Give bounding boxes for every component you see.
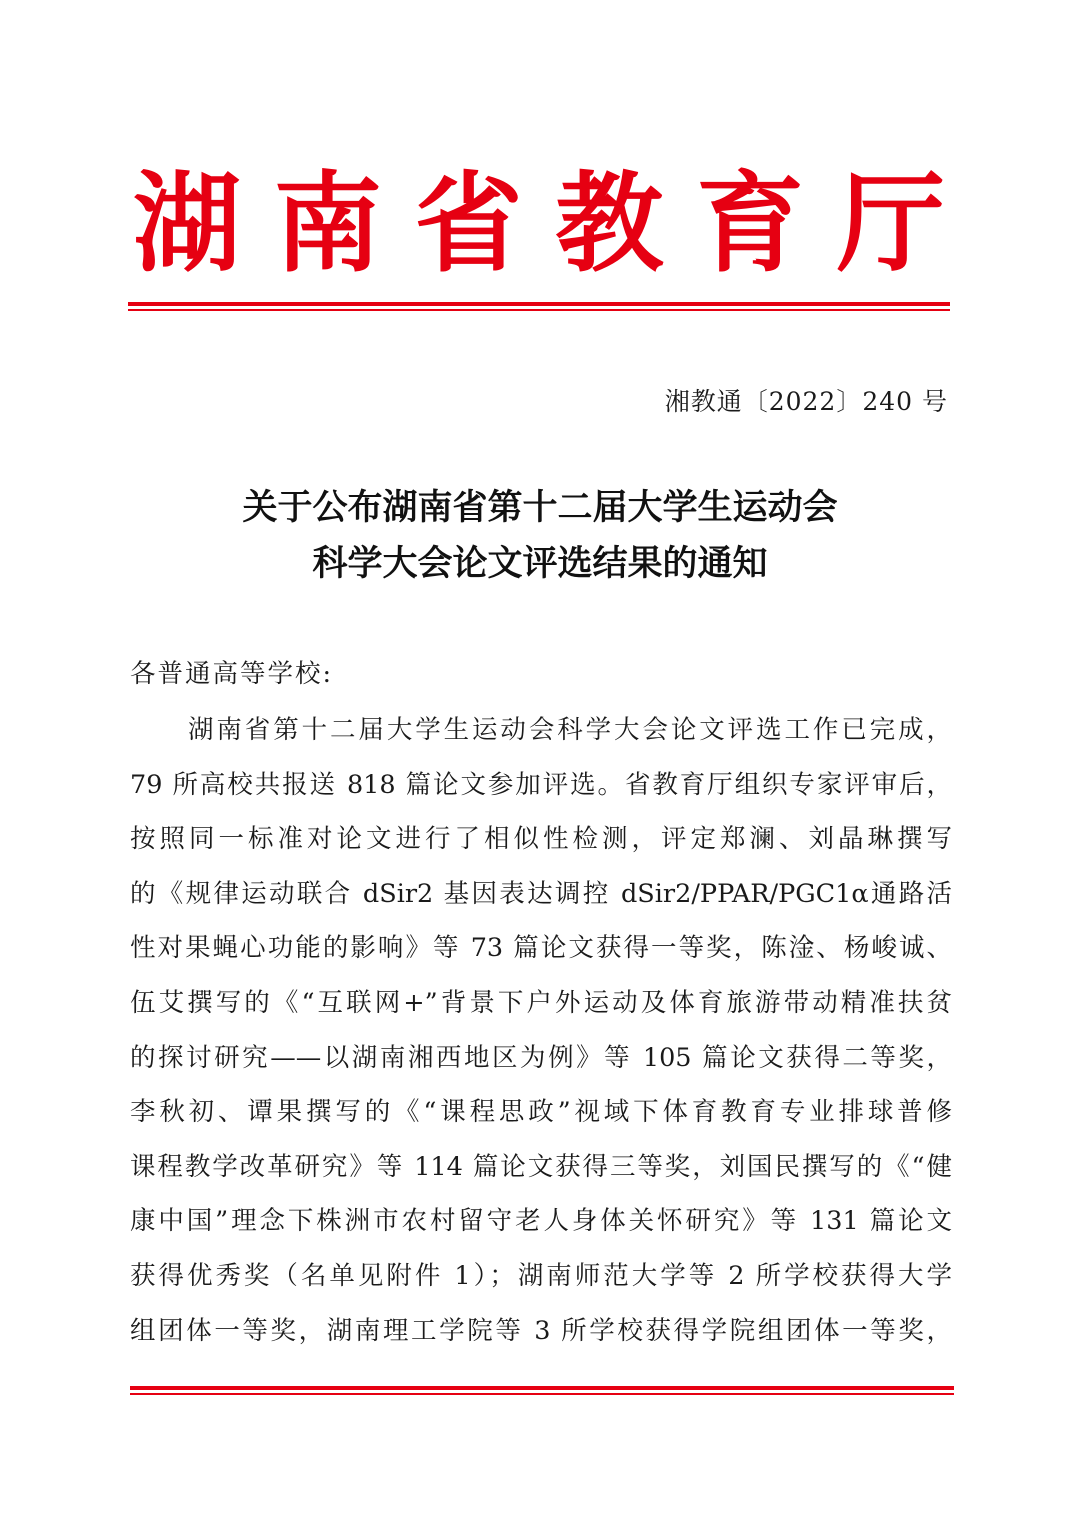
body-line: 康中国”理念下株洲市农村留守老人身体关怀研究》等 131 篇论文 xyxy=(130,1206,952,1237)
notice-title-line-2: 科学大会论文评选结果的通知 xyxy=(312,544,768,584)
document-number: 湘教通〔2022〕240 号 xyxy=(664,387,948,416)
footer-divider-thin xyxy=(130,1393,954,1395)
body-line: 按照同一标准对论文进行了相似性检测，评定郑澜、刘晶琳撰写 xyxy=(130,824,952,855)
agency-char: 南 xyxy=(273,162,382,287)
body-line: 的探讨研究——以湖南湘西地区为例》等 105 篇论文获得二等奖， xyxy=(130,1042,952,1073)
agency-char: 育 xyxy=(696,162,805,287)
agency-char: 厅 xyxy=(836,162,945,287)
notice-title xyxy=(100,480,980,592)
agency-char: 湖 xyxy=(132,162,241,287)
agency-char: 教 xyxy=(555,162,664,287)
body-line: 获得优秀奖（名单见附件 1）；湖南师范大学等 2 所学校获得大学 xyxy=(130,1260,952,1291)
body-line: 湖南省第十二届大学生运动会科学大会论文评选工作已完成， xyxy=(188,715,952,745)
footer-divider-thick xyxy=(130,1386,954,1390)
header-divider-thick xyxy=(128,302,950,306)
body-line: 79 所高校共报送 818 篇论文参加评选。省教育厅组织专家评审后， xyxy=(130,769,952,800)
notice-title-line-1: 关于公布湖南省第十二届大学生运动会 xyxy=(242,488,838,528)
header-divider-thin xyxy=(128,309,950,311)
body-line: 课程教学改革研究》等 114 篇论文获得三等奖，刘国民撰写的《“健 xyxy=(130,1151,952,1182)
agency-header-title xyxy=(128,160,950,290)
agency-char: 省 xyxy=(414,162,523,287)
body-line: 李秋初、谭果撰写的《“课程思政”视域下体育教育专业排球普修 xyxy=(130,1097,952,1128)
body-paragraph xyxy=(130,710,952,1365)
body-line: 伍艾撰写的《“互联网+”背景下户外运动及体育旅游带动精准扶贫 xyxy=(130,987,952,1018)
body-line: 的《规律运动联合 dSir2 基因表达调控 dSir2/PPAR/PGC1α通路活 xyxy=(130,878,952,909)
body-line: 性对果蝇心功能的影响》等 73 篇论文获得一等奖，陈淦、杨峻诚、 xyxy=(130,933,952,964)
salutation: 各普通高等学校: xyxy=(130,659,334,689)
body-line: 组团体一等奖，湖南理工学院等 3 所学校获得学院组团体一等奖， xyxy=(130,1315,952,1346)
